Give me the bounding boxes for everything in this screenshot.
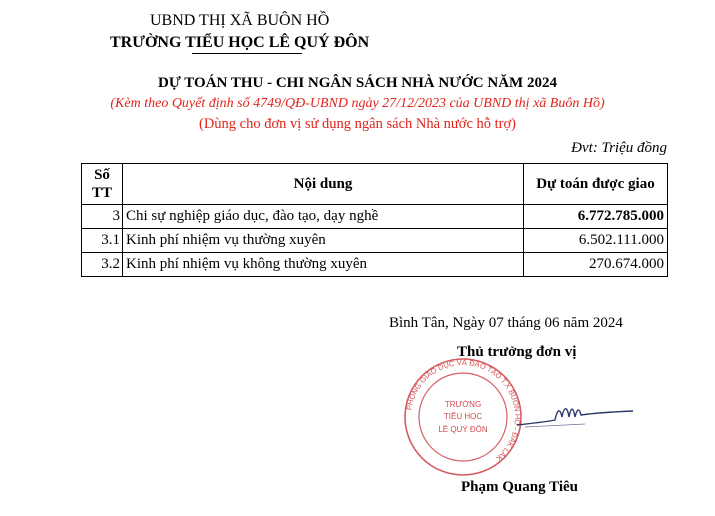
row-stt: 3.1 (82, 229, 123, 253)
table-row (82, 253, 668, 277)
table-header-row (82, 164, 668, 205)
org-line-1: UBND THỊ XÃ BUÔN HỒ (150, 12, 330, 29)
table-row (82, 229, 668, 253)
official-stamp (398, 357, 528, 477)
row-amount: 270.674.000 (524, 253, 668, 277)
row-stt: 3.2 (82, 253, 123, 277)
document-subtitle-2: (Dùng cho đơn vị sử dụng ngân sách Nhà nước hỗ trợ) (199, 116, 516, 132)
document-title: DỰ TOÁN THU - CHI NGÂN SÁCH NHÀ NƯỚC NĂM 2024 (158, 75, 557, 91)
document-subtitle: (Kèm theo Quyết định số 4749/QĐ-UBND ngày 27/12/2023 của UBND thị xã Buôn Hồ) (110, 96, 605, 111)
header-content: Nội dung (123, 164, 524, 205)
row-stt: 3 (82, 205, 123, 229)
svg-text:LÊ QUÝ ĐÔN: LÊ QUÝ ĐÔN (438, 425, 488, 434)
signer-title: Thủ trưởng đơn vị (457, 344, 577, 360)
budget-table (81, 163, 668, 277)
row-content: Kinh phí nhiệm vụ không thường xuyên (123, 253, 524, 277)
signer-name: Phạm Quang Tiêu (461, 479, 578, 495)
header-underline (192, 53, 302, 54)
table-row (82, 205, 668, 229)
svg-text:TRƯỜNG: TRƯỜNG (444, 400, 482, 409)
header-stt: Số TT (82, 164, 123, 205)
header-amount: Dự toán được giao (524, 164, 668, 205)
svg-text:PHÒNG GIÁO DỤC VÀ ĐÀO TẠO T.X: PHÒNG GIÁO DỤC VÀ ĐÀO TẠO T.X BUÔN HỒ - ĐẮK LẮK (404, 357, 523, 463)
row-amount: 6.772.785.000 (524, 205, 668, 229)
row-content: Kinh phí nhiệm vụ thường xuyên (123, 229, 524, 253)
place-date: Bình Tân, Ngày 07 tháng 06 năm 2024 (389, 315, 623, 331)
row-content: Chi sự nghiệp giáo dục, đào tạo, dạy nghề (123, 205, 524, 229)
row-amount: 6.502.111.000 (524, 229, 668, 253)
handwritten-signature (515, 395, 635, 435)
unit-label: Đvt: Triệu đồng (571, 140, 667, 156)
org-line-2: TRƯỜNG TIỂU HỌC LÊ QUÝ ĐÔN (110, 34, 370, 51)
svg-text:TIỂU HỌC: TIỂU HỌC (443, 412, 483, 421)
